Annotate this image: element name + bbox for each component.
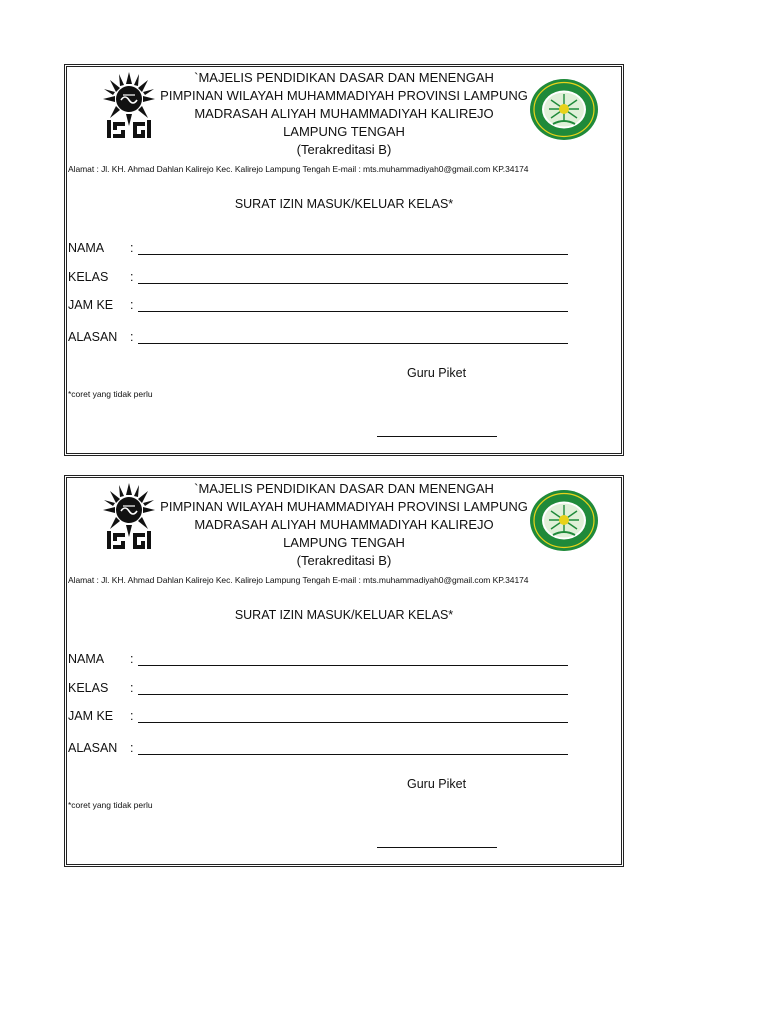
field-colon: : — [130, 681, 134, 695]
header-line-5: (Terakreditasi B) — [296, 553, 392, 568]
field-jam-ke[interactable] — [68, 709, 588, 725]
school-address: Alamat : Jl. KH. Ahmad Dahlan Kalirejo Kec. Kalirejo Lampung Tengah E-mail : mts.muhammadiyah0@gmail.com KP.34174 — [68, 575, 529, 585]
school-address: Alamat : Jl. KH. Ahmad Dahlan Kalirejo Kec. Kalirejo Lampung Tengah E-mail : mts.muhammadiyah0@gmail.com KP.34174 — [68, 164, 529, 174]
field-nama[interactable] — [68, 652, 588, 668]
signer-label: Guru Piket — [407, 777, 467, 791]
header-line-4: LAMPUNG TENGAH — [283, 124, 405, 139]
field-label: JAM KE — [68, 709, 114, 723]
field-label: NAMA — [68, 652, 105, 666]
signature-line[interactable] — [377, 847, 497, 848]
footnote: *coret yang tidak perlu — [68, 800, 153, 810]
signature-line[interactable] — [377, 436, 497, 437]
field-colon: : — [130, 270, 134, 284]
header-line-2: PIMPINAN WILAYAH MUHAMMADIYAH PROVINSI LAMPUNG — [160, 499, 528, 514]
header-line-3: MADRASAH ALIYAH MUHAMMADIYAH KALIREJO — [194, 517, 494, 532]
header-line-3: MADRASAH ALIYAH MUHAMMADIYAH KALIREJO — [194, 106, 494, 121]
field-kelas[interactable] — [68, 681, 588, 697]
form-title: SURAT IZIN MASUK/KELUAR KELAS* — [234, 197, 454, 211]
header-line-2: PIMPINAN WILAYAH MUHAMMADIYAH PROVINSI LAMPUNG — [160, 88, 528, 103]
field-label: ALASAN — [68, 330, 118, 344]
permit-form-2 — [64, 475, 624, 867]
field-colon: : — [130, 241, 134, 255]
field-nama[interactable] — [68, 241, 588, 257]
header-line-1: `MAJELIS PENDIDIKAN DASAR DAN MENENGAH — [194, 481, 494, 496]
field-colon: : — [130, 741, 134, 755]
footnote: *coret yang tidak perlu — [68, 389, 153, 399]
permit-form-1 — [64, 64, 624, 456]
field-alasan[interactable] — [68, 330, 588, 346]
header-line-1: `MAJELIS PENDIDIKAN DASAR DAN MENENGAH — [194, 70, 494, 85]
field-colon: : — [130, 652, 134, 666]
field-label: JAM KE — [68, 298, 114, 312]
field-label: KELAS — [68, 270, 109, 284]
field-label: NAMA — [68, 241, 105, 255]
form-title: SURAT IZIN MASUK/KELUAR KELAS* — [234, 608, 454, 622]
signer-label: Guru Piket — [407, 366, 467, 380]
field-blank-line[interactable] — [138, 343, 568, 344]
field-colon: : — [130, 330, 134, 344]
header-line-5: (Terakreditasi B) — [296, 142, 392, 157]
field-alasan[interactable] — [68, 741, 588, 757]
field-blank-line[interactable] — [138, 665, 568, 666]
field-label: KELAS — [68, 681, 109, 695]
field-blank-line[interactable] — [138, 694, 568, 695]
field-jam-ke[interactable] — [68, 298, 588, 314]
field-blank-line[interactable] — [138, 722, 568, 723]
header-line-4: LAMPUNG TENGAH — [283, 535, 405, 550]
field-blank-line[interactable] — [138, 754, 568, 755]
field-blank-line[interactable] — [138, 254, 568, 255]
field-kelas[interactable] — [68, 270, 588, 286]
field-colon: : — [130, 709, 134, 723]
field-blank-line[interactable] — [138, 283, 568, 284]
field-colon: : — [130, 298, 134, 312]
field-label: ALASAN — [68, 741, 118, 755]
field-blank-line[interactable] — [138, 311, 568, 312]
